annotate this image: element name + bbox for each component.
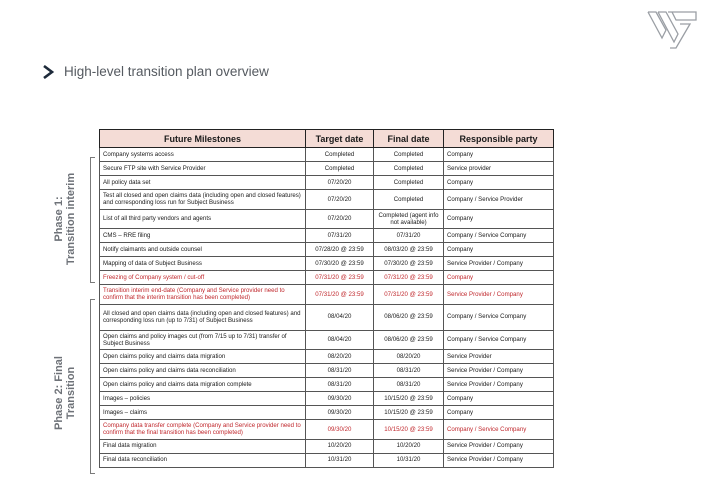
final-date-cell: 10/15/20 @ 23:59	[374, 392, 444, 406]
table-row	[100, 209, 554, 229]
target-date-cell: 07/20/20	[306, 209, 374, 229]
header-responsible-party: Responsible party	[444, 130, 554, 148]
target-date-cell: 08/20/20	[306, 350, 374, 364]
phase1-bracket	[90, 157, 95, 283]
milestones-table	[99, 129, 554, 468]
table-row	[100, 378, 554, 392]
responsible-party-cell: Company / Service Company	[444, 420, 554, 440]
target-date-cell: 08/04/20	[306, 330, 374, 350]
final-date-cell: 08/06/20 @ 23:59	[374, 330, 444, 350]
table-row	[100, 439, 554, 453]
table-row	[100, 453, 554, 467]
responsible-party-cell: Service Provider / Company	[444, 364, 554, 378]
responsible-party-cell: Company / Service Company	[444, 229, 554, 243]
final-date-cell: 08/06/20 @ 23:59	[374, 304, 444, 330]
target-date-cell: 10/31/20	[306, 453, 374, 467]
table-row	[100, 364, 554, 378]
target-date-cell: 08/31/20	[306, 364, 374, 378]
target-date-cell: 09/30/20	[306, 392, 374, 406]
responsible-party-cell: Service Provider / Company	[444, 439, 554, 453]
target-date-cell: 09/30/20	[306, 406, 374, 420]
milestone-cell: Mapping of data of Subject Business	[100, 257, 306, 271]
responsible-party-cell: Company	[444, 243, 554, 257]
target-date-cell: 09/30/20	[306, 420, 374, 440]
phase2-label-line1: Phase 2: Final	[53, 356, 65, 430]
responsible-party-cell: Company / Service Company	[444, 330, 554, 350]
responsible-party-cell: Company	[444, 209, 554, 229]
table-row	[100, 271, 554, 285]
target-date-cell: 07/31/20	[306, 229, 374, 243]
milestone-cell: Open claims and policy images cut (from 7/15 up to 7/31) transfer of Subject Business	[100, 330, 306, 350]
final-date-cell: 08/03/20 @ 23:59	[374, 243, 444, 257]
responsible-party-cell: Service provider	[444, 162, 554, 176]
responsible-party-cell: Company	[444, 406, 554, 420]
milestone-cell: Company data transfer complete (Company and Service provider need to confirm that the final transition has been completed)	[100, 420, 306, 440]
milestone-cell: Company systems access	[100, 148, 306, 162]
target-date-cell: 07/20/20	[306, 176, 374, 190]
responsible-party-cell: Company	[444, 271, 554, 285]
final-date-cell: Completed	[374, 176, 444, 190]
final-date-cell: 07/31/20	[374, 229, 444, 243]
table-row	[100, 176, 554, 190]
table-row	[100, 304, 554, 330]
phase1-label	[53, 159, 79, 279]
milestone-cell: Open claims policy and claims data migration	[100, 350, 306, 364]
responsible-party-cell: Company	[444, 148, 554, 162]
responsible-party-cell: Company / Service Provider	[444, 190, 554, 210]
table-row	[100, 350, 554, 364]
final-date-cell: Completed	[374, 148, 444, 162]
target-date-cell: 07/20/20	[306, 190, 374, 210]
header-target-date: Target date	[306, 130, 374, 148]
target-date-cell: 07/31/20 @ 23:59	[306, 285, 374, 305]
table-row	[100, 406, 554, 420]
final-date-cell: 10/15/20 @ 23:59	[374, 406, 444, 420]
table-row	[100, 392, 554, 406]
final-date-cell: 10/31/20	[374, 453, 444, 467]
target-date-cell: Completed	[306, 162, 374, 176]
table-row	[100, 148, 554, 162]
milestone-cell: Final data migration	[100, 439, 306, 453]
final-date-cell: 08/31/20	[374, 378, 444, 392]
responsible-party-cell: Service Provider / Company	[444, 285, 554, 305]
final-date-cell: Completed (agent info not available)	[374, 209, 444, 229]
milestone-cell: All closed and open claims data (including open and closed features) and corresponding loss run (up to 7/31) of Subject Business	[100, 304, 306, 330]
phase2-label	[53, 341, 79, 445]
target-date-cell: 10/20/20	[306, 439, 374, 453]
final-date-cell: Completed	[374, 190, 444, 210]
phase1-label-line2: Transition interim	[65, 172, 77, 266]
responsible-party-cell: Service Provider	[444, 350, 554, 364]
responsible-party-cell: Service Provider / Company	[444, 378, 554, 392]
table-row	[100, 257, 554, 271]
target-date-cell: 07/28/20 @ 23:59	[306, 243, 374, 257]
milestone-cell: Secure FTP site with Service Provider	[100, 162, 306, 176]
milestone-cell: Images – claims	[100, 406, 306, 420]
responsible-party-cell: Company	[444, 392, 554, 406]
final-date-cell: 07/31/20 @ 23:59	[374, 285, 444, 305]
milestone-cell: List of all third party vendors and agents	[100, 209, 306, 229]
header-final-date: Final date	[374, 130, 444, 148]
target-date-cell: 07/31/20 @ 23:59	[306, 271, 374, 285]
target-date-cell: Completed	[306, 148, 374, 162]
responsible-party-cell: Service Provider / Company	[444, 453, 554, 467]
target-date-cell: 08/04/20	[306, 304, 374, 330]
final-date-cell: 10/15/20 @ 23:59	[374, 420, 444, 440]
table-row	[100, 162, 554, 176]
table-row	[100, 285, 554, 305]
table-row	[100, 330, 554, 350]
milestone-cell: Freezing of Company system / cut-off	[100, 271, 306, 285]
final-date-cell: 07/30/20 @ 23:59	[374, 257, 444, 271]
final-date-cell: 10/20/20	[374, 439, 444, 453]
final-date-cell: Completed	[374, 162, 444, 176]
milestone-cell: Final data reconciliation	[100, 453, 306, 467]
page-heading	[42, 64, 269, 79]
table-row	[100, 190, 554, 210]
milestone-cell: Open claims policy and claims data migration complete	[100, 378, 306, 392]
milestone-cell: Notify claimants and outside counsel	[100, 243, 306, 257]
milestone-cell: Transition interim end-date (Company and Service provider need to confirm that the interim transition has been completed)	[100, 285, 306, 305]
company-logo	[646, 8, 698, 50]
header-milestones: Future Milestones	[100, 130, 306, 148]
phase2-bracket	[90, 299, 95, 474]
final-date-cell: 08/31/20	[374, 364, 444, 378]
phase1-label-line1: Phase 1:	[53, 196, 65, 242]
milestone-cell: All policy data set	[100, 176, 306, 190]
table-row	[100, 229, 554, 243]
responsible-party-cell: Company / Service Company	[444, 304, 554, 330]
target-date-cell: 07/30/20 @ 23:59	[306, 257, 374, 271]
milestone-cell: Images – policies	[100, 392, 306, 406]
responsible-party-cell: Company	[444, 176, 554, 190]
milestone-cell: Open claims policy and claims data reconciliation	[100, 364, 306, 378]
page-title: High-level transition plan overview	[64, 64, 269, 79]
table-header-row	[100, 130, 554, 148]
phase2-label-line2: Transition	[65, 366, 77, 420]
final-date-cell: 07/31/20 @ 23:59	[374, 271, 444, 285]
table-row	[100, 243, 554, 257]
chevron-right-icon	[42, 65, 55, 79]
final-date-cell: 08/20/20	[374, 350, 444, 364]
target-date-cell: 08/31/20	[306, 378, 374, 392]
milestone-cell: Test all closed and open claims data (including open and closed features) and corresponding loss run for Subject Business	[100, 190, 306, 210]
table-row	[100, 420, 554, 440]
responsible-party-cell: Service Provider / Company	[444, 257, 554, 271]
milestone-cell: CMS – RRE filing	[100, 229, 306, 243]
